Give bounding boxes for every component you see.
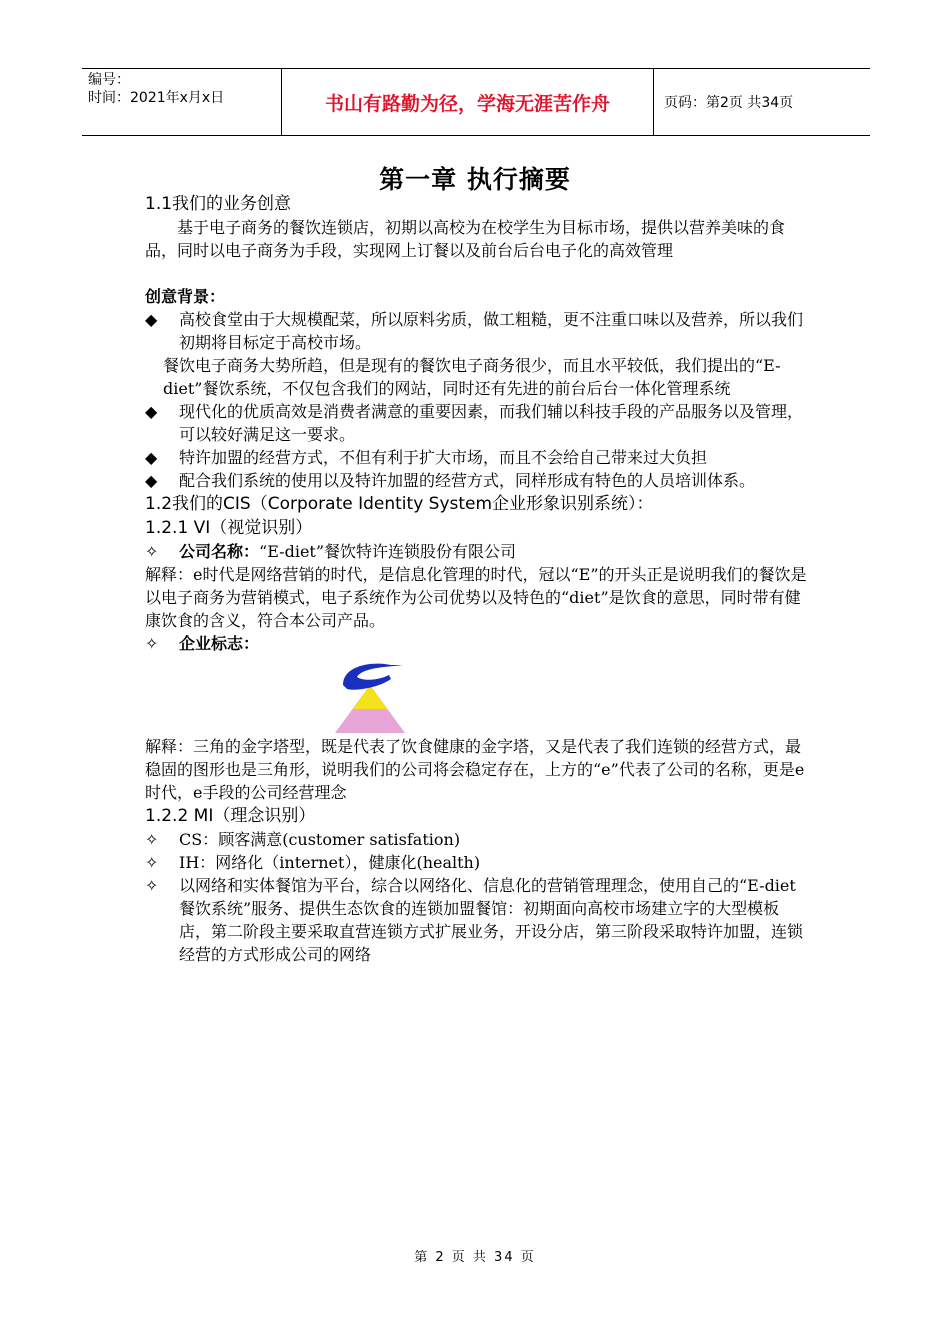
section-heading-1-1: 1.1我们的业务创意 [145, 194, 292, 214]
header-table [82, 68, 870, 136]
section-heading-vi: 1.2.1 VI（视觉识别） [145, 518, 313, 538]
mi-item: ✧ IH：网络化（internet），健康化(health) [145, 853, 481, 872]
background-paragraph: 餐饮电子商务大势所趋，但是现有的餐饮电子商务很少，而且水平较低，我们提出的“E-diet”餐饮系统，不仅包含我们的网站，同时还有先进的前台后台一体化管理系统 [163, 356, 781, 398]
mi-item: ✧ 以网络和实体餐馆为平台，综合以网络化、信息化的营销管理理念，使用自己的“E-diet餐饮系统”服务、提供生态饮食的连锁加盟餐馆：初期面向高校市场建立字的大型模板店，第二阶段主要采取直营连锁方式扩展业务，开设分店，第三阶段采取特许加盟，连锁经营的方式形成公司的网络 [145, 876, 804, 964]
business-idea-paragraph: 基于电子商务的餐饮连锁店，初期以高校为在校学生为目标市场，提供以营养美味的食品，同时以电子商务为手段，实现网上订餐以及前台后台电子化的高效管理 [145, 218, 786, 260]
number-label: 编号： [88, 72, 130, 88]
time-label: 时间：2021年x月x日 [88, 90, 225, 106]
logo-label-item: ✧ 企业标志： [145, 634, 260, 653]
header-meta [82, 69, 282, 135]
outline-diamond-bullet-icon: ✧ [145, 876, 159, 895]
bullet-item: ◆ 现代化的优质高效是消费者满意的重要因素，而我们辅以科技手段的产品服务以及管理，可以较好满足这一要求。 [145, 402, 804, 444]
header-motto: 书山有路勤为径，学海无涯苦作舟 [282, 69, 654, 135]
company-name-item: ✧ 公司名称：“E-diet”餐饮特许连锁股份有限公司 [145, 542, 517, 561]
company-logo-icon [333, 655, 407, 735]
bullet-item: ◆ 配合我们系统的使用以及特许加盟的经营方式，同样形成有特色的人员培训体系。 [145, 471, 756, 490]
chapter-title: 第一章 执行摘要 [379, 165, 571, 194]
section-heading-1-2: 1.2我们的CIS（Corporate Identity System企业形象识别系统）： [145, 494, 654, 514]
bullet-item: ◆ 高校食堂由于大规模配菜，所以原料劣质，做工粗糙，更不注重口味以及营养，所以我们初期将目标定于高校市场。 [145, 310, 804, 352]
company-name-explanation: 解释：e时代是网络营销的时代，是信息化管理的时代，冠以“E”的开头正是说明我们的餐饮是以电子商务为营销模式，电子系统作为公司优势以及特色的“diet”是饮食的意思，同时带有健康饮食的含义，符合本公司产品。 [145, 565, 807, 630]
diamond-bullet-icon: ◆ [145, 471, 158, 490]
logo-explanation: 解释：三角的金字塔型，既是代表了饮食健康的金字塔，又是代表了我们连锁的经营方式，最稳固的图形也是三角形，说明我们的公司将会稳定存在，上方的“e”代表了公司的名称，更是e时代，e手段的公司经营理念 [145, 737, 805, 802]
document-body [145, 192, 809, 966]
diamond-bullet-icon: ◆ [145, 448, 158, 467]
header-page-info: 页码：第2页 共34页 [664, 95, 794, 111]
background-heading: 创意背景： [145, 287, 226, 306]
bullet-item: ◆ 特许加盟的经营方式，不但有利于扩大市场，而且不会给自己带来过大负担 [145, 448, 708, 467]
page-footer: 第 2 页 共 34 页 [414, 1250, 536, 1265]
outline-diamond-bullet-icon: ✧ [145, 853, 159, 872]
mi-item: ✧ CS：顾客满意(customer satisfation) [145, 830, 461, 849]
outline-diamond-bullet-icon: ✧ [145, 830, 159, 849]
section-heading-mi: 1.2.2 MI（理念识别） [145, 806, 316, 826]
outline-diamond-bullet-icon: ✧ [145, 542, 159, 561]
diamond-bullet-icon: ◆ [145, 402, 158, 421]
diamond-bullet-icon: ◆ [145, 310, 158, 329]
outline-diamond-bullet-icon: ✧ [145, 634, 159, 653]
